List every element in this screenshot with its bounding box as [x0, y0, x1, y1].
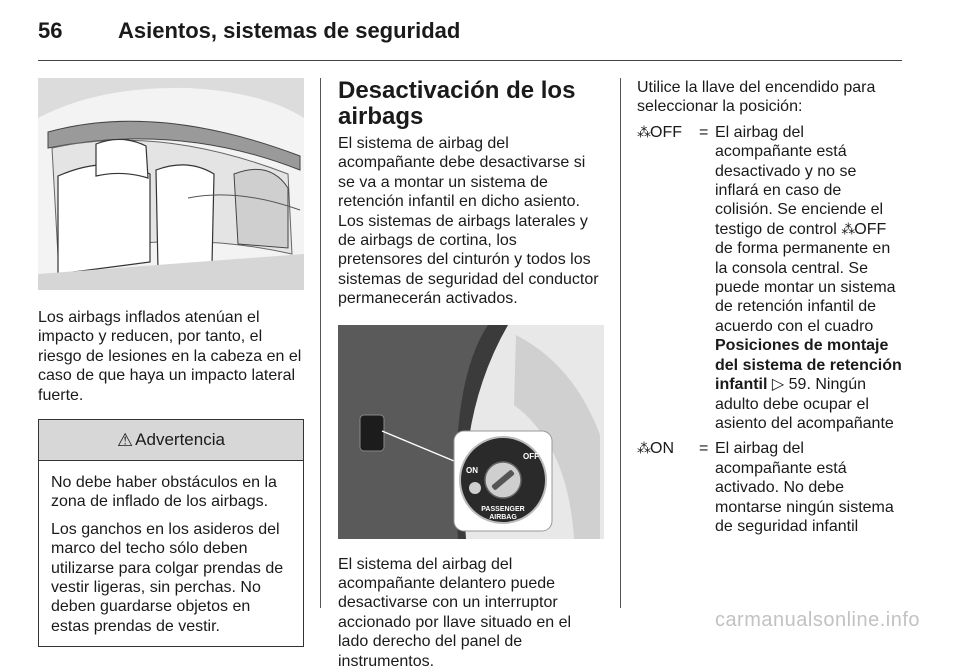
switch-label-line1: PASSENGER: [481, 505, 525, 513]
column-left: [38, 78, 304, 647]
section-intro: El sistema de airbag del acompañante debe desactivarse si se va a montar un sistema de retención infantil en dicho asiento. Los sistemas de airbags laterales y de airbags de cortina, los pretensores del cinturón y todos los sistemas de seguridad del conductor permanecerán activados.: [338, 135, 599, 308]
definition-on: ⁂ON = El airbag del acompañante está activado. No debe montarse ningún sistema de seguridad infantil: [637, 439, 903, 536]
image-caption: Los airbags inflados atenúan el impacto y reducen, por tanto, el riesgo de lesiones en la cabeza en el caso de que haya un impacto lateral fuerte.: [38, 309, 302, 404]
section-heading: Desactivación de los airbags: [338, 77, 576, 130]
warning-title: Advertencia: [135, 430, 225, 450]
warning-header: [39, 420, 303, 461]
warning-body: [39, 461, 303, 646]
airbag-switch-photo: [338, 325, 604, 539]
definition-description: El airbag del acompañante está desactivado y no se inflará en caso de colisión. Se enciende el testigo de control ⁂OFF de forma permanente en la consola central. Se puede montar un sistema de retención infantil de acuerdo con el cuadro Posiciones de montaje del sistema de retención infantil ▷ 59. Ningún adulto debe ocupar el asiento del acompañante: [715, 123, 902, 432]
switch-on-label: ON: [466, 465, 478, 475]
column-divider: [320, 78, 321, 608]
warning-paragraph: No debe haber obstáculos en la zona de inflado de los airbags.: [51, 474, 277, 511]
definition-off: ⁂OFF = El airbag del acompañante está desactivado y no se inflará en caso de colisión. Se enciende el testigo de control ⁂OFF de forma permanente en la consola central. Se puede montar un sistema de retención infantil de acuerdo con el cuadro Posiciones de montaje del sistema de retención infantil ▷ 59. Ningún adulto debe ocupar el asiento del acompañante: [637, 123, 902, 432]
position-intro: Utilice la llave del encendido para seleccionar la posición:: [637, 79, 876, 116]
definition-description: El airbag del acompañante está activado. No debe montarse ningún sistema de seguridad infantil: [715, 440, 894, 535]
image-caption: El sistema del airbag del acompañante delantero puede desactivarse con un interruptor accionado por llave situado en el lado derecho del panel de instrumentos.: [338, 555, 572, 670]
warning-paragraph: Los ganchos en los asideros del marco del techo sólo deben utilizarse para colgar prendas de vestir ligeras, sin perchas. No deben guardarse objetos en estas prendas de vestir.: [51, 520, 284, 635]
page-number: 56: [38, 18, 63, 43]
column-divider: [620, 78, 621, 608]
airbag-on-icon: ⁂: [637, 440, 650, 457]
warning-triangle-icon: ⚠: [117, 429, 134, 450]
definition-term: ⁂OFF: [637, 123, 682, 141]
airbag-off-icon: ⁂: [637, 123, 650, 140]
cross-reference: Posiciones de montaje del sistema de retención infantil: [715, 337, 902, 394]
page-reference-icon: ▷: [771, 376, 785, 394]
switch-label-line2: AIRBAG: [489, 513, 517, 521]
column-middle: [338, 78, 604, 671]
side-airbag-illustration: [38, 78, 304, 290]
watermark: carmanualsonline.info: [714, 609, 920, 631]
airbag-off-icon: ⁂: [841, 220, 855, 237]
column-right: [637, 78, 903, 536]
page-title: Asientos, sistemas de seguridad: [118, 18, 461, 43]
definition-term: ⁂ON: [637, 440, 674, 458]
warning-box: [38, 419, 304, 647]
page-header: [38, 14, 902, 61]
switch-off-label: OFF: [523, 451, 539, 461]
